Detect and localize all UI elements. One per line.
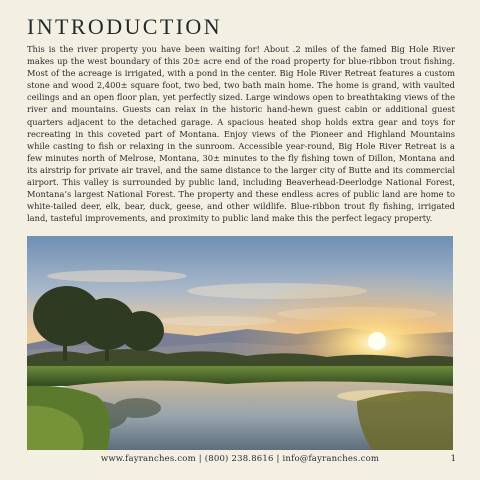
river-sunset-photo [27,236,453,450]
intro-paragraph: This is the river property you have been waiting for! About .2 miles of the famed Big Hole River makes up the west boundary of this 20± acre end of the road property for blue-ribbon trout fishing. Most of the acreage is irrigated, with a pond in the center. Big Hole River Retreat features a custom stone and wood 2,400± square foot, two bed, two bath main home. The home is grand, with vaulted ceilings and an open floor plan, yet perfectly sized. Large windows open to breathtaking views of the river and mountains. Guests can relax in the historic hand-hewn guest cabin or additional guest quarters adjacent to the detached garage. A spacious heated shop holds extra gear and toys for recreating in this coveted part of Montana. Enjoy views of the Pioneer and Highland Mountains while casting to fish or relaxing in the sunroom. Accessible year-round, Big Hole River Retreat is a few minutes north of Melrose, Montana, 30± minutes to the fly fishing town of Dillon, Montana and its airstrip for private air travel, and the same distance to the larger city of Butte and its commercial airport. This valley is surrounded by public land, including Beaverhead-Deerlodge National Forest, Montana’s largest National Forest. The property and these endless acres of public land are home to white-tailed deer, elk, bear, duck, geese, and other wildlife. Blue-ribbon trout fly fishing, irrigated land, tasteful improvements, and proximity to public land make this the perfect legacy property. [27,44,455,224]
page-title: INTRODUCTION [27,14,223,39]
footer-contact: www.fayranches.com | (800) 238.8616 | info@fayranches.com [100,454,380,464]
page-number: 1 [450,454,456,464]
